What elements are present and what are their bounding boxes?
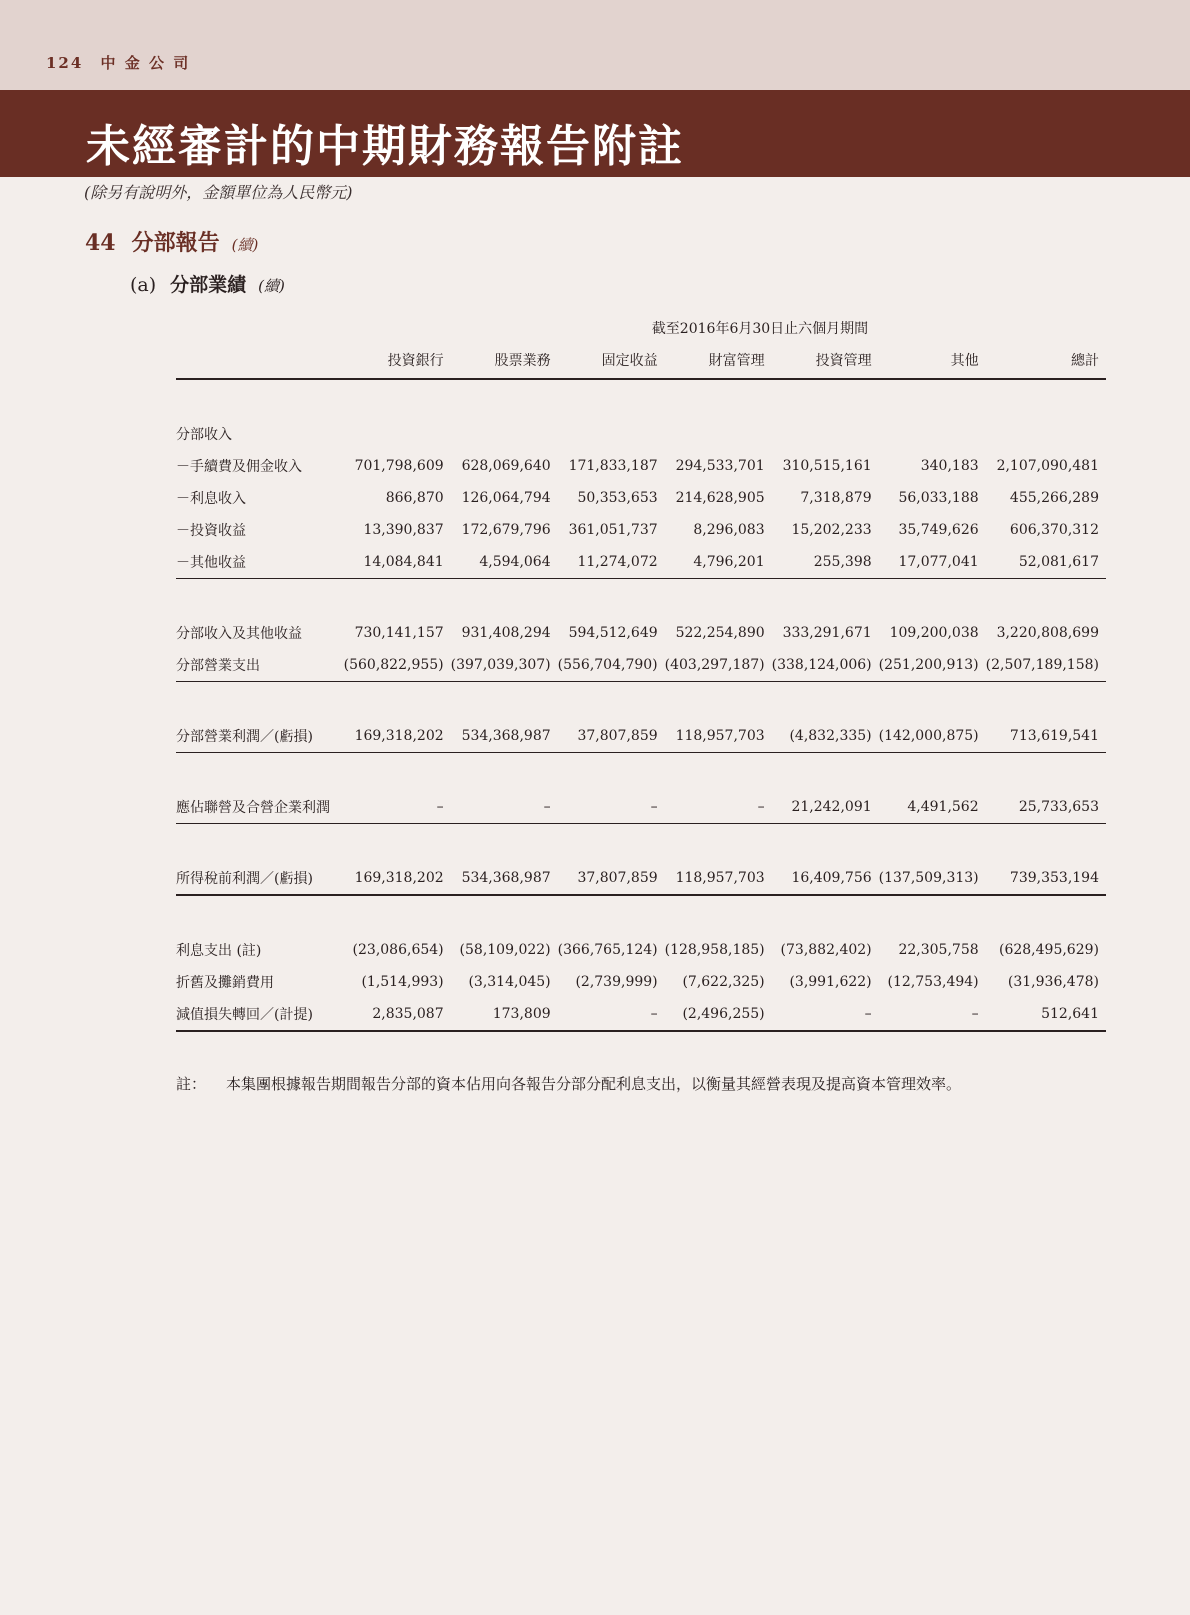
table-cell: 25,733,653 [986, 791, 1106, 824]
subsection-title: 分部業績 [170, 274, 247, 296]
table-cell: – [772, 998, 879, 1031]
table-cell: (142,000,875) [879, 720, 986, 753]
table-row [176, 450, 1106, 482]
table-cell: 37,807,859 [558, 720, 665, 753]
top-band [0, 0, 1190, 90]
table-cell: – [344, 791, 451, 824]
table-cell: – [665, 791, 772, 824]
table-cell: (1,514,993) [361, 974, 444, 990]
table-cell: 866,870 [385, 490, 444, 506]
table-cell: 169,318,202 [344, 720, 451, 753]
table-cell: 534,368,987 [451, 862, 558, 895]
table-row [176, 617, 1106, 649]
table-cell: 931,408,294 [461, 625, 551, 641]
table-cell: 606,370,312 [1009, 522, 1099, 538]
table-cell: 7,318,879 [800, 490, 872, 506]
company-name: 中 金 公 司 [100, 54, 191, 72]
table-cell: 255,398 [772, 546, 879, 579]
table-row [176, 546, 1106, 579]
table-cell: – [558, 998, 665, 1031]
table-cell: (628,495,629) [999, 942, 1099, 958]
table-cell: 340,183 [920, 458, 979, 474]
table-cell: (3,991,622) [789, 974, 872, 990]
column-header: 其他 [879, 342, 986, 379]
row-label: －其他收益 [176, 546, 344, 579]
table-cell: 214,628,905 [675, 490, 765, 506]
table-cell: – [879, 998, 986, 1031]
table-cell: 534,368,987 [451, 720, 558, 753]
table-cell: (403,297,187) [665, 649, 772, 682]
table-cell: 118,957,703 [665, 720, 772, 753]
column-header: 固定收益 [558, 342, 665, 379]
spacer-row [176, 824, 1106, 863]
column-header: 投資管理 [772, 342, 879, 379]
table-cell: 37,807,859 [558, 862, 665, 895]
footnote-label: 註： [176, 1075, 207, 1093]
table-cell: (556,704,790) [558, 649, 665, 682]
table-cell: (338,124,006) [772, 649, 879, 682]
period-heading: 截至2016年6月30日止六個月期間 [651, 321, 869, 337]
row-label: 利息支出 (註) [176, 943, 262, 959]
table-row [176, 934, 1106, 966]
row-label: －利息收入 [176, 491, 246, 507]
table-row [176, 418, 1106, 450]
table-cell: 126,064,794 [461, 490, 551, 506]
table-cell: 171,833,187 [568, 458, 658, 474]
table-cell: (128,958,185) [664, 942, 765, 958]
table-cell: 730,141,157 [354, 625, 444, 641]
table-cell: 118,957,703 [665, 862, 772, 895]
section-continued: (續) [231, 236, 259, 254]
header-label-cell [176, 342, 344, 379]
section-number: 44 [85, 230, 116, 256]
spacer-row [176, 682, 1106, 721]
column-header: 財富管理 [665, 342, 772, 379]
page-number: 124 [46, 54, 84, 72]
table-cell: 35,749,626 [898, 522, 979, 538]
spacer-row [176, 379, 1106, 418]
table-cell: 17,077,041 [879, 546, 986, 579]
column-header: 總計 [986, 342, 1106, 379]
table-cell: (397,039,307) [451, 649, 558, 682]
table-cell: 22,305,758 [898, 942, 979, 958]
section-title: 分部報告 [131, 230, 220, 256]
row-label: 分部收入 [176, 427, 232, 443]
table-cell: (58,109,022) [459, 942, 551, 958]
table-cell: 173,809 [451, 998, 558, 1031]
table-cell: 13,390,837 [363, 522, 444, 538]
table-cell: 701,798,609 [354, 458, 444, 474]
table-cell: 455,266,289 [1009, 490, 1099, 506]
table-cell: 15,202,233 [791, 522, 872, 538]
row-label: －投資收益 [176, 523, 246, 539]
section-heading [85, 226, 258, 257]
page-header [46, 52, 190, 73]
column-header: 投資銀行 [344, 342, 451, 379]
table-cell: 16,409,756 [772, 862, 879, 895]
table-cell: (2,507,189,158) [986, 649, 1106, 682]
table-cell: (73,882,402) [780, 942, 872, 958]
table-cell: (366,765,124) [557, 942, 658, 958]
table-cell: (4,832,335) [772, 720, 879, 753]
table-row [176, 862, 1106, 895]
footnote [176, 1073, 961, 1094]
table-cell: 52,081,617 [986, 546, 1106, 579]
table-cell: 11,274,072 [558, 546, 665, 579]
row-label: 分部營業支出 [176, 649, 344, 682]
table-row [176, 720, 1106, 753]
table-cell: 512,641 [986, 998, 1106, 1031]
table-cell: 4,491,562 [879, 791, 986, 824]
spacer-row [176, 579, 1106, 618]
table-cell: 628,069,640 [461, 458, 551, 474]
table-cell: 8,296,083 [693, 522, 765, 538]
row-label: 折舊及攤銷費用 [176, 975, 274, 991]
table-cell: 2,107,090,481 [996, 458, 1099, 474]
table-row [176, 966, 1106, 998]
table-cell: 4,796,201 [665, 546, 772, 579]
row-label: 所得稅前利潤／(虧損) [176, 862, 344, 895]
table-cell: 169,318,202 [344, 862, 451, 895]
table-cell: (31,936,478) [1007, 974, 1099, 990]
subsection-label: (a) [130, 274, 157, 296]
table-cell: (23,086,654) [352, 942, 444, 958]
table-cell: 294,533,701 [675, 458, 765, 474]
spacer-row [176, 753, 1106, 792]
table-cell: (2,496,255) [665, 998, 772, 1031]
spacer-row [176, 895, 1106, 934]
subsection-continued: (續) [258, 277, 285, 295]
title-bar [0, 90, 1190, 177]
table-cell: 3,220,808,699 [996, 625, 1099, 641]
table-cell: 14,084,841 [344, 546, 451, 579]
table-cell: 361,051,737 [568, 522, 658, 538]
table-cell: 739,353,194 [986, 862, 1106, 895]
unit-note: (除另有說明外，金額單位為人民幣元) [84, 183, 353, 202]
table-cell: (3,314,045) [468, 974, 551, 990]
table-cell: 522,254,890 [675, 625, 765, 641]
row-label: －手續費及佣金收入 [176, 459, 302, 475]
table-cell: 4,594,064 [451, 546, 558, 579]
table-row [176, 998, 1106, 1031]
table-cell: 713,619,541 [986, 720, 1106, 753]
row-label: 分部收入及其他收益 [176, 626, 302, 642]
table-cell: 2,835,087 [344, 998, 451, 1031]
table-cell: – [451, 791, 558, 824]
table-cell: 172,679,796 [461, 522, 551, 538]
subsection-heading [130, 270, 285, 297]
table-cell: (560,822,955) [344, 649, 451, 682]
table-cell: 594,512,649 [568, 625, 658, 641]
table-cell: 310,515,161 [782, 458, 872, 474]
table-row [176, 514, 1106, 546]
page-title: 未經審計的中期財務報告附註 [86, 121, 684, 172]
table-cell: 50,353,653 [577, 490, 658, 506]
row-label: 應佔聯營及合營企業利潤 [176, 791, 344, 824]
table-row [176, 649, 1106, 682]
table-cell: – [558, 791, 665, 824]
table-row [176, 482, 1106, 514]
row-label: 減值損失轉回／(計提) [176, 998, 344, 1031]
table-row [176, 791, 1106, 824]
footnote-text: 本集團根據報告期間報告分部的資本佔用向各報告分部分配利息支出，以衡量其經營表現及提高資本管理效率。 [226, 1075, 962, 1093]
table-cell: 56,033,188 [898, 490, 979, 506]
table-cell: (137,509,313) [879, 862, 986, 895]
segment-results-table [176, 342, 1106, 1032]
table-cell: 333,291,671 [782, 625, 872, 641]
table-header-row [176, 342, 1106, 379]
table-cell: (2,739,999) [575, 974, 658, 990]
column-header: 股票業務 [451, 342, 558, 379]
row-label: 分部營業利潤／(虧損) [176, 720, 344, 753]
table-cell: (7,622,325) [682, 974, 765, 990]
table-cell: (251,200,913) [879, 649, 986, 682]
table-cell: 109,200,038 [889, 625, 979, 641]
table-cell: (12,753,494) [887, 974, 979, 990]
table-cell: 21,242,091 [772, 791, 879, 824]
